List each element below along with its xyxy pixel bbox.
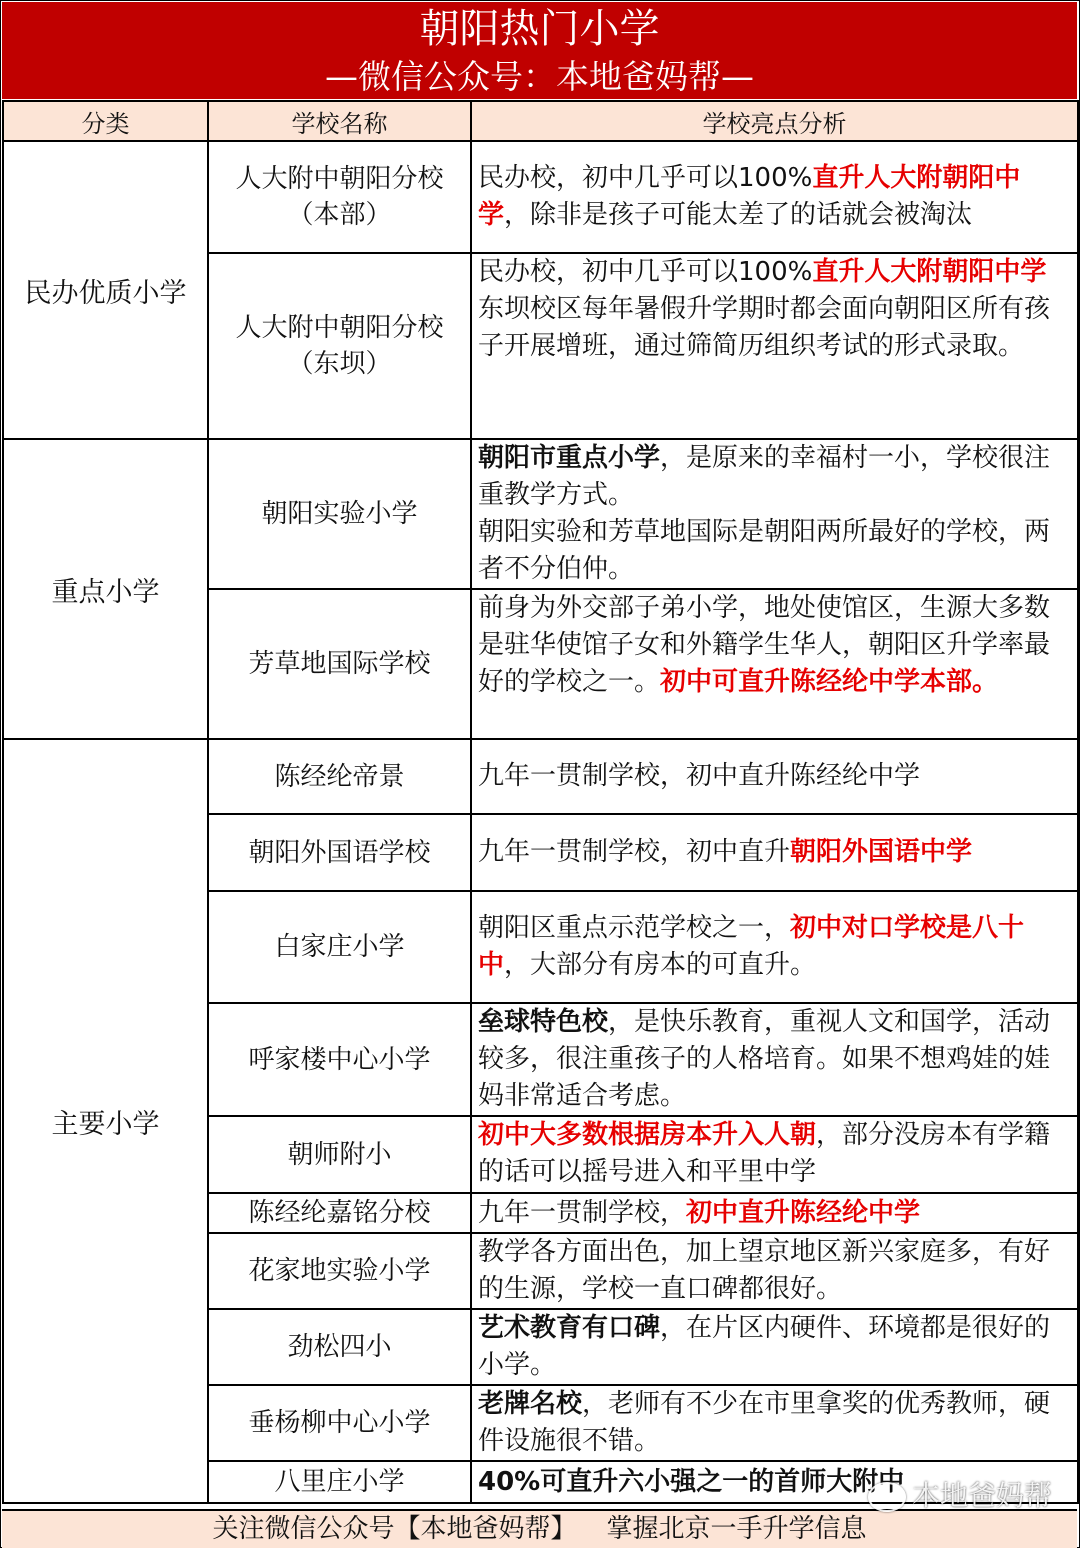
footer-follow-text: 关注微信公众号【本地爸妈帮】: [212, 1514, 577, 1544]
category-cell: 民办优质小学: [3, 141, 208, 439]
analysis-bold: 艺术教育有口碑: [478, 1313, 661, 1343]
column-header-category: 分类: [3, 101, 208, 141]
column-header-analysis: 学校亮点分析: [471, 101, 1078, 141]
school-name-cell: 劲松四小: [208, 1309, 471, 1385]
analysis-cell: [471, 1193, 1078, 1233]
analysis-cell: [471, 253, 1078, 439]
analysis-bold: 垒球特色校: [478, 1007, 609, 1037]
school-name-cell: 白家庄小学: [208, 891, 471, 1003]
table-row: [3, 439, 1078, 589]
school-name-cell: 花家地实验小学: [208, 1233, 471, 1309]
header-row: [3, 101, 1078, 141]
analysis-cell: [471, 891, 1078, 1003]
analysis-cell: [471, 439, 1078, 589]
analysis-text: 民办校，初中几乎可以100%: [478, 163, 813, 193]
analysis-cell: [471, 1116, 1078, 1193]
analysis-highlight: 初中大多数根据房本升入人朝: [478, 1120, 817, 1150]
school-name: 人大附中朝阳分校: [235, 164, 444, 194]
analysis-highlight: 直升人大附朝阳中学: [478, 163, 1021, 230]
analysis-text: 朝阳区重点示范学校之一，: [478, 913, 791, 943]
school-name-cell: [208, 253, 471, 439]
analysis-cell: [471, 1385, 1078, 1461]
column-header-school: 学校名称: [208, 101, 471, 141]
analysis-cell: [471, 1233, 1078, 1309]
school-campus: （本部）: [287, 200, 392, 230]
analysis-text: 九年一贯制学校，: [478, 1197, 687, 1228]
watermark-text: 本地爸妈帮: [912, 1479, 1053, 1512]
watermark: [868, 1478, 1052, 1514]
analysis-text: ，部分没房本有学籍的话可以摇号进入和平里中学: [478, 1120, 1051, 1187]
analysis-cell: [471, 814, 1078, 891]
analysis-highlight: 直升人大附朝阳中学: [812, 257, 1047, 287]
school-campus: （东坝）: [287, 349, 392, 379]
analysis-bold: 朝阳市重点小学: [478, 443, 661, 473]
table-row: [3, 739, 1078, 814]
footer-banner: [2, 1509, 1077, 1548]
analysis-text: ，除非是孩子可能太差了的话就会被淘汰: [504, 200, 973, 230]
school-name-cell: 芳草地国际学校: [208, 589, 471, 739]
analysis-text: 朝阳实验和芳草地国际是朝阳两所最好的学校，两者不分伯仲。: [478, 517, 1051, 584]
analysis-text: ，老师有不少在市里拿奖的优秀教师，硬件设施很不错。: [478, 1389, 1051, 1456]
analysis-text: 民办校，初中几乎可以100%: [478, 257, 813, 287]
analysis-highlight: 朝阳外国语中学: [790, 837, 973, 867]
analysis-text: ，大部分有房本的可直升。: [504, 950, 817, 980]
analysis-text: 东坝校区每年暑假升学期时都会面向朝阳区所有孩子开展增班，通过筛简历组织考试的形式录取。: [478, 294, 1051, 361]
school-name-cell: 八里庄小学: [208, 1461, 471, 1503]
analysis-text: ，是原来的幸福村一小，学校很注重教学方式。: [478, 443, 1051, 510]
category-cell: 重点小学: [3, 439, 208, 739]
analysis-cell: [471, 589, 1078, 739]
school-name-cell: 朝师附小: [208, 1116, 471, 1193]
schools-table: [2, 100, 1079, 1504]
analysis-text: 教学各方面出色，加上望京地区新兴家庭多，有好的生源，学校一直口碑都很好。: [478, 1237, 1051, 1304]
school-name-cell: 陈经纶嘉铭分校: [208, 1193, 471, 1233]
table-row: [3, 141, 1078, 253]
analysis-text: 九年一贯制学校，初中直升: [478, 837, 791, 867]
analysis-text: 九年一贯制学校，初中直升陈经纶中学: [478, 761, 921, 791]
school-name-cell: 朝阳外国语学校: [208, 814, 471, 891]
footer-info-text: 掌握北京一手升学信息: [606, 1514, 867, 1544]
analysis-text: ，在片区内硬件、环境都是很好的小学。: [478, 1313, 1051, 1380]
analysis-cell: [471, 739, 1078, 814]
analysis-highlight: 初中可直升陈经纶中学本部。: [660, 667, 999, 697]
analysis-bold: 40%可直升六小强之一的首师大附中: [478, 1466, 905, 1497]
analysis-cell: [471, 1309, 1078, 1385]
category-cell: 主要小学: [3, 739, 208, 1503]
analysis-cell: [471, 141, 1078, 253]
title-banner: [2, 2, 1077, 99]
analysis-highlight: 初中直升陈经纶中学: [686, 1197, 921, 1228]
school-name-cell: [208, 141, 471, 253]
school-name: 人大附中朝阳分校: [235, 313, 444, 343]
page-title: 朝阳热门小学: [419, 6, 660, 52]
analysis-cell: [471, 1003, 1078, 1116]
school-name-cell: 陈经纶帝景: [208, 739, 471, 814]
analysis-bold: 老牌名校: [478, 1389, 583, 1419]
school-name-cell: 朝阳实验小学: [208, 439, 471, 589]
school-name-cell: 垂杨柳中心小学: [208, 1385, 471, 1461]
wechat-icon: [868, 1482, 906, 1512]
school-name-cell: 呼家楼中心小学: [208, 1003, 471, 1116]
analysis-text: 前身为外交部子弟小学，地处使馆区，生源大多数是驻华使馆子女和外籍学生华人，朝阳区升学率最好的学校之一。: [478, 593, 1051, 697]
page-subtitle: —微信公众号：本地爸妈帮—: [325, 57, 754, 96]
analysis-text: ，是快乐教育，重视人文和国学，活动较多，很注重孩子的人格培育。如果不想鸡娃的娃妈非常适合考虑。: [478, 1007, 1051, 1111]
analysis-highlight: 初中对口学校是八十中: [478, 913, 1025, 980]
